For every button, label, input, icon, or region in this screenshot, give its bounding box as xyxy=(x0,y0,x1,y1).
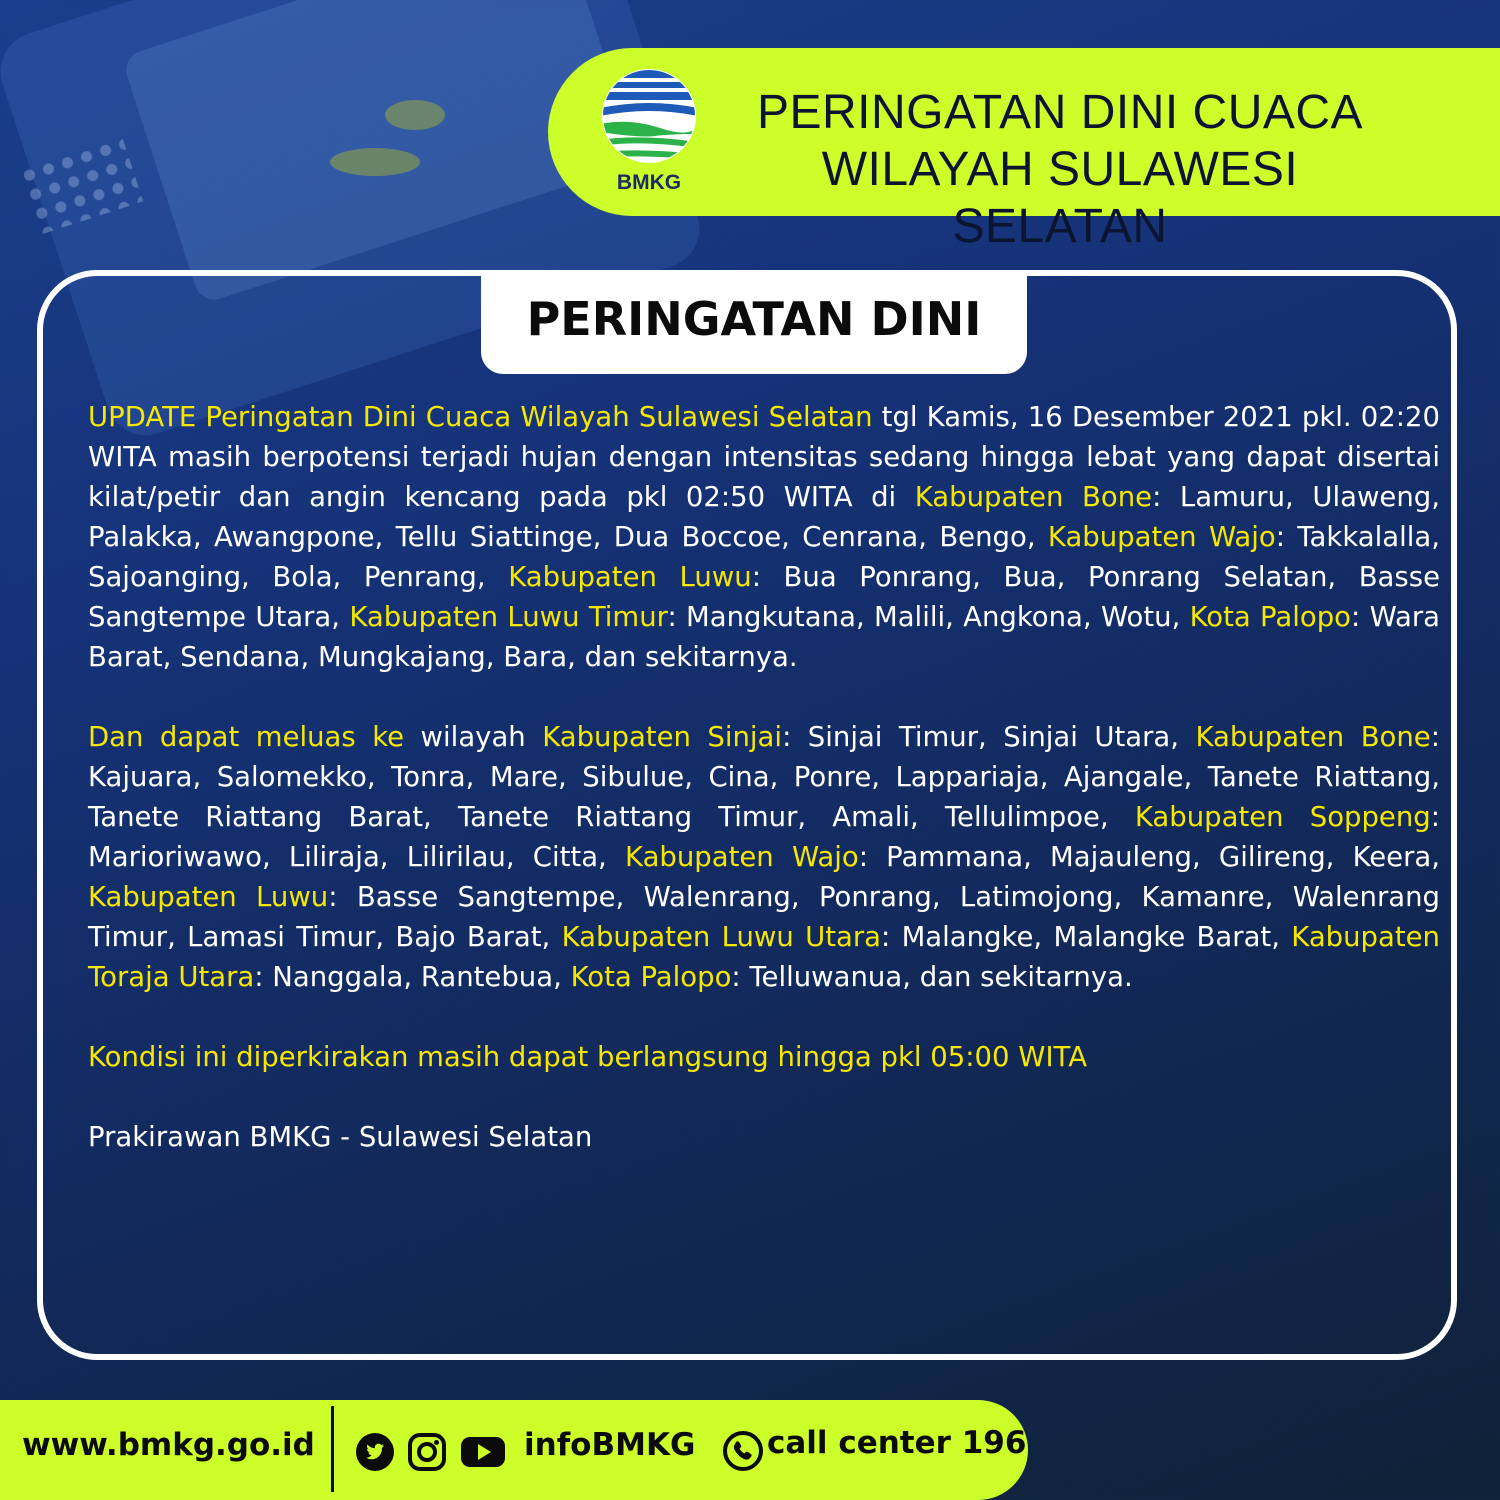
bmkg-logo-text: BMKG xyxy=(616,171,682,194)
region-highlight: Kabupaten Luwu xyxy=(88,881,329,913)
warning-paragraph-expansion xyxy=(88,717,1440,997)
warning-text: : Takkalalla, Sajoanging, Bola, Penrang, xyxy=(88,521,1440,593)
footer-divider xyxy=(331,1406,334,1492)
region-highlight: Kabupaten Bone xyxy=(1195,721,1431,753)
region-highlight: Kabupaten Wajo xyxy=(1047,521,1276,553)
region-highlight: Dan dapat meluas ke xyxy=(88,721,405,753)
bmkg-logo xyxy=(600,68,698,196)
footer-bar xyxy=(0,1400,1028,1500)
warning-paragraph-main xyxy=(88,397,1440,677)
region-highlight: Kabupaten Luwu Utara xyxy=(561,921,882,953)
background-island-shape xyxy=(330,148,420,176)
region-highlight: Kota Palopo xyxy=(570,961,732,993)
region-highlight: Kabupaten Wajo xyxy=(625,841,859,873)
region-highlight: Kabupaten Soppeng xyxy=(1134,801,1431,833)
warning-text: : Lamuru, Ulaweng, Palakka, Awangpone, Tellu Siattinge, Dua Boccoe, Cenrana, Bengo, xyxy=(88,481,1440,553)
phone-icon xyxy=(722,1430,764,1472)
warning-text: : Telluwanua, dan sekitarnya. xyxy=(731,961,1133,993)
region-highlight: Kabupaten Sinjai xyxy=(542,721,783,753)
header-title xyxy=(720,84,1400,255)
background-island-shape xyxy=(385,100,445,130)
warning-text: : Wara Barat, Sendana, Mungkajang, Bara, dan sekitarnya. xyxy=(88,601,1441,673)
region-highlight: Kabupaten Luwu xyxy=(508,561,752,593)
warning-content xyxy=(88,397,1440,1157)
warning-text: : Pammana, Majauleng, Gilireng, Keera, xyxy=(858,841,1441,873)
warning-text: wilayah xyxy=(404,721,543,753)
duration-note: Kondisi ini diperkirakan masih dapat berlangsung hingga pkl 05:00 WITA xyxy=(88,1041,1088,1073)
instagram-icon[interactable] xyxy=(407,1432,447,1472)
region-highlight: Kota Palopo xyxy=(1189,601,1351,633)
warning-text: : Bua Ponrang, Bua, Ponrang Selatan, Basse Sangtempe Utara, xyxy=(88,561,1440,633)
warning-text: : Marioriwawo, Liliraja, Lilirilau, Citta, xyxy=(88,801,1441,873)
panel-tab xyxy=(481,276,1027,374)
panel-title: PERINGATAN DINI xyxy=(526,292,982,346)
warning-text: : Mangkutana, Malili, Angkona, Wotu, xyxy=(667,601,1190,633)
warning-text: : Basse Sangtempe, Walenrang, Ponrang, Latimojong, Kamanre, Walenrang Timur, Lamasi Timur, Bajo Barat, xyxy=(88,881,1441,953)
header-title-line-2: WILAYAH SULAWESI SELATAN xyxy=(821,143,1299,253)
forecaster-signature: Prakirawan BMKG - Sulawesi Selatan xyxy=(88,1121,593,1153)
warning-text: : Malangke, Malangke Barat, xyxy=(881,921,1292,953)
warning-text: : Nanggala, Rantebua, xyxy=(254,961,571,993)
website-link[interactable]: www.bmkg.go.id xyxy=(22,1427,315,1463)
warning-text: : Sinjai Timur, Sinjai Utara, xyxy=(782,721,1196,753)
region-highlight: UPDATE Peringatan Dini Cuaca Wilayah Sulawesi Selatan xyxy=(88,401,873,433)
bmkg-logo-icon xyxy=(600,68,698,168)
social-handle[interactable]: infoBMKG xyxy=(524,1427,696,1463)
twitter-icon[interactable] xyxy=(355,1432,395,1472)
region-highlight: Kabupaten Bone xyxy=(914,481,1153,513)
call-center-number[interactable]: call center 196 xyxy=(767,1425,1027,1461)
region-highlight: Kabupaten Luwu Timur xyxy=(349,601,668,633)
youtube-icon[interactable] xyxy=(460,1432,506,1472)
warning-text: tgl Kamis, 16 Desember 2021 pkl. 02:20 WITA masih berpotensi terjadi hujan dengan intensitas sedang hingga lebat yang dapat disertai kilat/petir dan angin kencang pada pkl 02:50 WITA di xyxy=(88,401,1440,513)
region-highlight: Kabupaten Toraja Utara xyxy=(88,921,1440,993)
warning-text: : Kajuara, Salomekko, Tonra, Mare, Sibulue, Cina, Ponre, Lappariaja, Ajangale, Tanete Riattang, Tanete Riattang Barat, Tanete Riattang Timur, Amali, Tellulimpoe, xyxy=(88,721,1440,833)
header-title-line-1: PERINGATAN DINI CUACA xyxy=(756,86,1364,139)
